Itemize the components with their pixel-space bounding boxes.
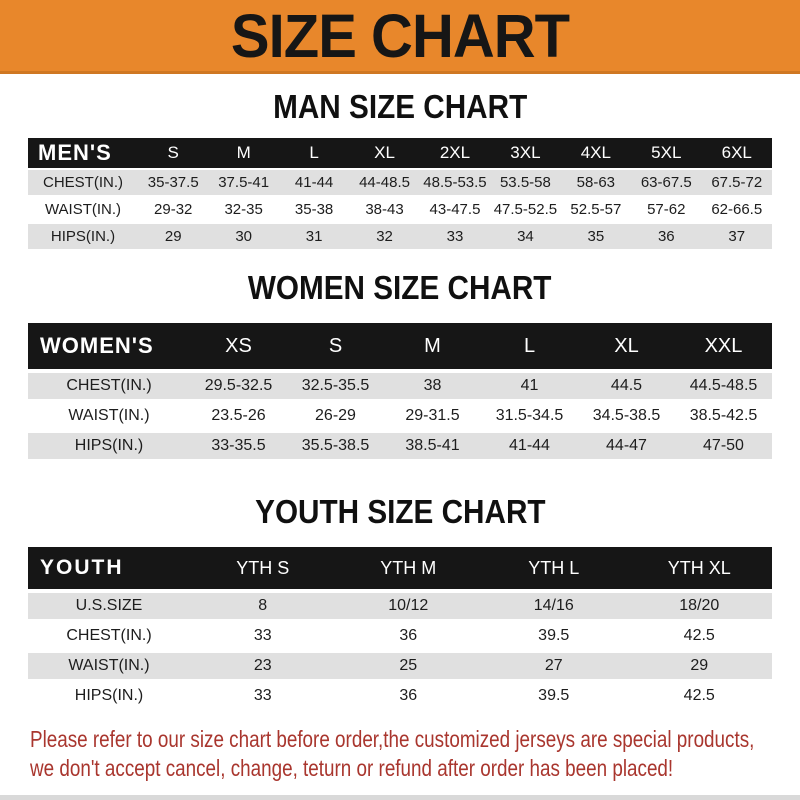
size-cell: 29 [138, 223, 208, 249]
column-header: L [279, 138, 349, 169]
size-cell: 36 [336, 621, 482, 651]
size-cell: 32-35 [208, 196, 278, 223]
size-cell: 33-35.5 [190, 431, 287, 459]
size-cell: 57-62 [631, 196, 701, 223]
column-header: S [138, 138, 208, 169]
youth-size-table [28, 547, 772, 709]
size-cell: 63-67.5 [631, 169, 701, 196]
row-label: HIPS(IN.) [28, 681, 190, 709]
table-row [28, 651, 772, 681]
row-label: CHEST(IN.) [28, 371, 190, 401]
size-cell: 29.5-32.5 [190, 371, 287, 401]
size-cell: 53.5-58 [490, 169, 560, 196]
table-row [28, 401, 772, 431]
row-label: CHEST(IN.) [28, 621, 190, 651]
table-row [28, 621, 772, 651]
size-cell: 38.5-42.5 [675, 401, 772, 431]
size-cell: 29-31.5 [384, 401, 481, 431]
size-cell: 10/12 [336, 591, 482, 621]
column-header: 3XL [490, 138, 560, 169]
size-cell: 38-43 [349, 196, 419, 223]
size-cell: 27 [481, 651, 627, 681]
youth-heading-text: YOUTH SIZE CHART [254, 493, 546, 530]
table-header-row [28, 323, 772, 371]
size-cell: 14/16 [481, 591, 627, 621]
size-cell: 48.5-53.5 [420, 169, 490, 196]
size-cell: 42.5 [627, 621, 773, 651]
size-cell: 34 [490, 223, 560, 249]
size-cell: 25 [336, 651, 482, 681]
size-cell: 30 [208, 223, 278, 249]
size-cell: 29 [627, 651, 773, 681]
column-header: XS [190, 323, 287, 371]
size-cell: 23.5-26 [190, 401, 287, 431]
size-cell: 23 [190, 651, 336, 681]
column-header: 4XL [561, 138, 631, 169]
disclaimer-line-2: we don't accept cancel, change, teturn or refund after order has been placed! [30, 755, 674, 781]
row-label: WAIST(IN.) [28, 196, 138, 223]
size-cell: 38 [384, 371, 481, 401]
size-cell: 39.5 [481, 621, 627, 651]
size-cell: 33 [190, 621, 336, 651]
size-cell: 36 [336, 681, 482, 709]
column-header: XL [578, 323, 675, 371]
column-header: YTH S [190, 547, 336, 591]
row-label: U.S.SIZE [28, 591, 190, 621]
size-cell: 8 [190, 591, 336, 621]
size-cell: 32 [349, 223, 419, 249]
row-label: HIPS(IN.) [28, 223, 138, 249]
table-row [28, 169, 772, 196]
size-cell: 35-38 [279, 196, 349, 223]
size-cell: 37.5-41 [208, 169, 278, 196]
youth-table-title: YOUTH [28, 547, 190, 591]
banner [0, 0, 800, 74]
size-cell: 39.5 [481, 681, 627, 709]
size-cell: 35 [561, 223, 631, 249]
table-header-row [28, 547, 772, 591]
column-header: XXL [675, 323, 772, 371]
column-header: XL [349, 138, 419, 169]
size-cell: 44.5 [578, 371, 675, 401]
column-header: YTH XL [627, 547, 773, 591]
size-cell: 41 [481, 371, 578, 401]
size-cell: 31.5-34.5 [481, 401, 578, 431]
size-cell: 44.5-48.5 [675, 371, 772, 401]
size-cell: 18/20 [627, 591, 773, 621]
youth-section-heading [0, 493, 800, 531]
size-cell: 44-47 [578, 431, 675, 459]
size-cell: 43-47.5 [420, 196, 490, 223]
man-heading-text: MAN SIZE CHART [272, 88, 528, 125]
size-cell: 37 [702, 223, 773, 249]
women-section-heading [0, 269, 800, 307]
size-cell: 34.5-38.5 [578, 401, 675, 431]
table-row [28, 591, 772, 621]
size-cell: 47.5-52.5 [490, 196, 560, 223]
disclaimer-text [0, 725, 800, 783]
table-row [28, 223, 772, 249]
table-header-row [28, 138, 772, 169]
size-cell: 44-48.5 [349, 169, 419, 196]
size-cell: 58-63 [561, 169, 631, 196]
banner-title: SIZE CHART [230, 1, 570, 70]
size-cell: 41-44 [279, 169, 349, 196]
row-label: CHEST(IN.) [28, 169, 138, 196]
womens-table-title: WOMEN'S [28, 323, 190, 371]
size-cell: 41-44 [481, 431, 578, 459]
column-header: YTH L [481, 547, 627, 591]
size-cell: 36 [631, 223, 701, 249]
row-label: WAIST(IN.) [28, 401, 190, 431]
man-section-heading [0, 88, 800, 126]
size-cell: 26-29 [287, 401, 384, 431]
column-header: 2XL [420, 138, 490, 169]
mens-table-title: MEN'S [28, 138, 138, 169]
column-header: L [481, 323, 578, 371]
column-header: 5XL [631, 138, 701, 169]
size-cell: 47-50 [675, 431, 772, 459]
mens-size-table [28, 138, 772, 249]
table-row [28, 196, 772, 223]
column-header: 6XL [702, 138, 773, 169]
column-header: M [208, 138, 278, 169]
size-cell: 31 [279, 223, 349, 249]
size-cell: 52.5-57 [561, 196, 631, 223]
women-heading-text: WOMEN SIZE CHART [248, 269, 552, 306]
womens-size-table [28, 323, 772, 459]
column-header: M [384, 323, 481, 371]
disclaimer-line-1: Please refer to our size chart before order,the customized jerseys are special products, [30, 726, 755, 752]
row-label: WAIST(IN.) [28, 651, 190, 681]
table-row [28, 431, 772, 459]
table-row [28, 371, 772, 401]
size-cell: 35.5-38.5 [287, 431, 384, 459]
size-cell: 42.5 [627, 681, 773, 709]
column-header: YTH M [336, 547, 482, 591]
size-cell: 33 [420, 223, 490, 249]
size-cell: 33 [190, 681, 336, 709]
size-cell: 32.5-35.5 [287, 371, 384, 401]
table-row [28, 681, 772, 709]
bottom-edge-strip [0, 795, 800, 800]
size-cell: 29-32 [138, 196, 208, 223]
row-label: HIPS(IN.) [28, 431, 190, 459]
column-header: S [287, 323, 384, 371]
size-cell: 35-37.5 [138, 169, 208, 196]
size-cell: 67.5-72 [702, 169, 773, 196]
size-cell: 62-66.5 [702, 196, 773, 223]
size-cell: 38.5-41 [384, 431, 481, 459]
